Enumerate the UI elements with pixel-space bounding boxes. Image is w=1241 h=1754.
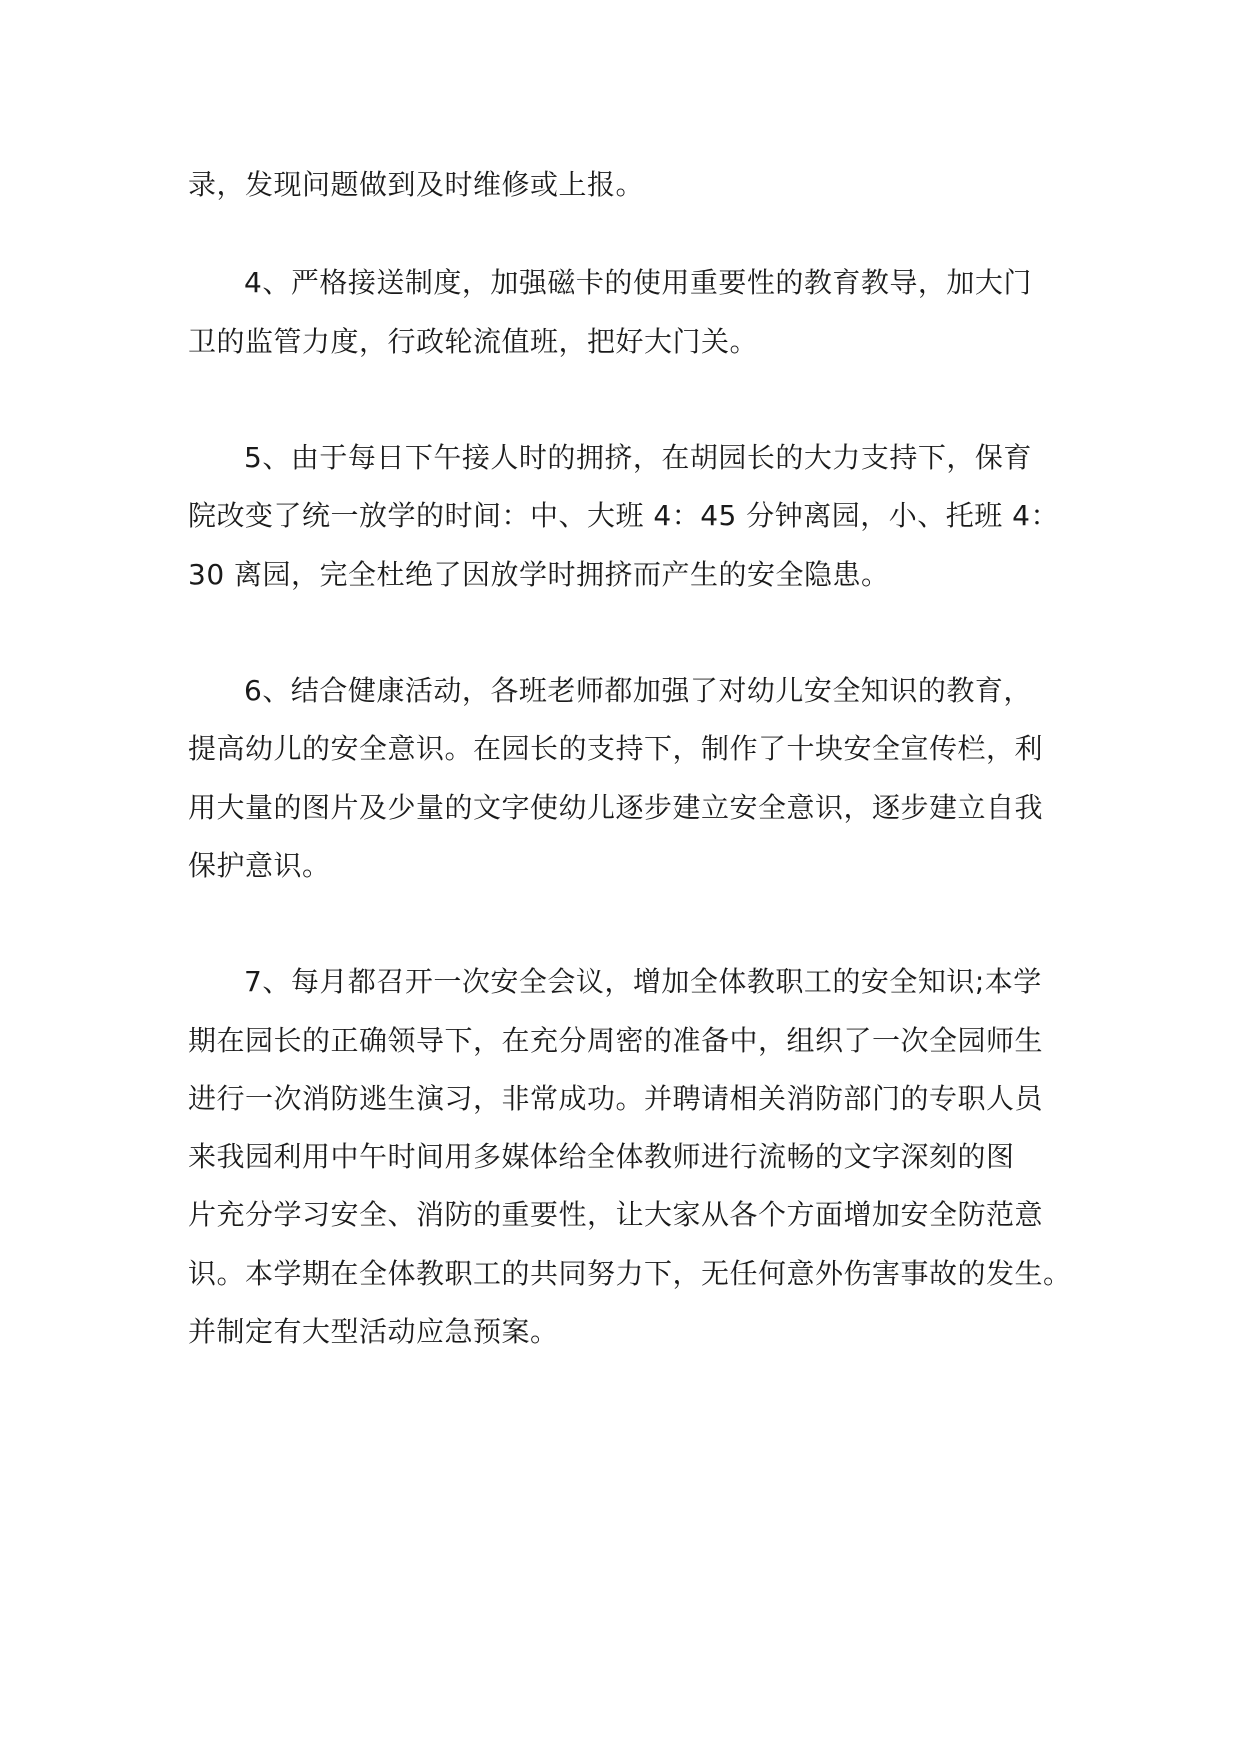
paragraph-line: 卫的监管力度，行政轮流值班，把好大门关。 [188,325,759,358]
paragraph-line: 4、严格接送制度，加强磁卡的使用重要性的教育教导，加大门 [244,266,1032,299]
paragraph-line: 院改变了统一放学的时间：中、大班 4：45 分钟离园，小、托班 4： [188,499,1059,532]
paragraph-line: 进行一次消防逃生演习，非常成功。并聘请相关消防部门的专职人员 [188,1082,1044,1115]
paragraph-line: 30 离园，完全杜绝了因放学时拥挤而产生的安全隐患。 [188,558,890,591]
paragraph-line: 期在园长的正确领导下，在充分周密的准备中，组织了一次全园师生 [188,1024,1044,1057]
paragraph-line: 提高幼儿的安全意识。在园长的支持下，制作了十块安全宣传栏，利 [188,732,1044,765]
paragraph-line: 保护意识。 [188,849,331,882]
paragraph-line: 7、每月都召开一次安全会议，增加全体教职工的安全知识;本学 [244,965,1042,998]
paragraph-line: 用大量的图片及少量的文字使幼儿逐步建立安全意识，逐步建立自我 [188,791,1044,824]
paragraph-line: 来我园利用中午时间用多媒体给全体教师进行流畅的文字深刻的图 [188,1140,1015,1173]
paragraph-line: 并制定有大型活动应急预案。 [188,1315,559,1348]
paragraph-line: 5、由于每日下午接人时的拥挤，在胡园长的大力支持下，保育 [244,441,1032,474]
paragraph-line: 识。本学期在全体教职工的共同努力下，无任何意外伤害事故的发生。 [188,1257,1072,1290]
paragraph-line: 片充分学习安全、消防的重要性，让大家从各个方面增加安全防范意 [188,1198,1044,1231]
paragraph-line: 6、结合健康活动，各班老师都加强了对幼儿安全知识的教育， [244,674,1032,707]
paragraph-line: 录，发现问题做到及时维修或上报。 [188,168,645,201]
